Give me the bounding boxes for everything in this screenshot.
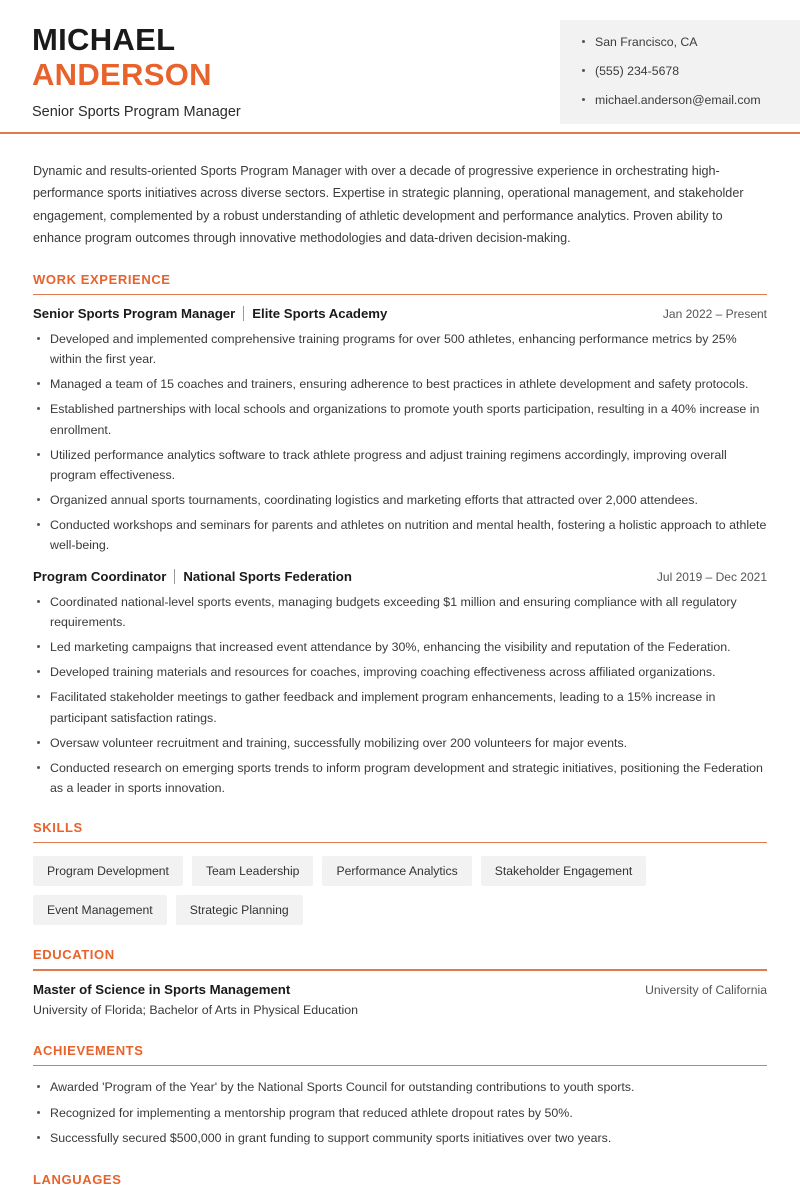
job-header <box>33 569 767 584</box>
job-bullet: Established partnerships with local schools and organizations to promote youth sports participation, resulting in a 40% increase in enrollment. <box>33 399 767 439</box>
contact-list <box>582 34 800 110</box>
pipe-separator-icon <box>174 569 175 584</box>
job-bullet-list <box>33 329 767 555</box>
section-title-skills: SKILLS <box>33 819 83 835</box>
skill-pill: Program Development <box>33 856 183 886</box>
header-divider <box>0 132 800 134</box>
achievement-bullet: Awarded 'Program of the Year' by the National Sports Council for outstanding contributions to youth sports. <box>33 1077 767 1097</box>
first-name: MICHAEL <box>32 22 176 57</box>
section-title-languages: LANGUAGES <box>33 1171 122 1187</box>
skill-pill: Stakeholder Engagement <box>481 856 647 886</box>
job-header <box>33 306 767 321</box>
section-education <box>33 947 767 1017</box>
contact-phone: (555) 234-5678 <box>582 63 800 80</box>
education-secondary: University of Florida; Bachelor of Arts in Physical Education <box>33 1002 359 1017</box>
job-dates: Jan 2022 – Present <box>662 307 767 322</box>
contact-email: michael.anderson@email.com <box>582 92 800 109</box>
job-role: Program Coordinator <box>33 569 167 585</box>
professional-summary: Dynamic and results-oriented Sports Program Manager with over a decade of progressive experience in orchestrating high-performance sports initiatives across diverse sectors. Expertise in strategic planning, operational management, and stakeholder engagement, complemented by a robust understanding of athletic development and performance analytics. Proven ability to enhance program outcomes through innovative methodologies and data-driven decision-making. <box>33 164 744 246</box>
section-work-experience <box>33 272 767 798</box>
job-bullet-list <box>33 592 767 798</box>
job-bullet: Coordinated national-level sports events, managing budgets exceeding $1 million and ensuring compliance with all regulatory requirements. <box>33 592 767 632</box>
resume-header <box>0 0 800 133</box>
identity-block <box>0 0 241 120</box>
skill-pill: Strategic Planning <box>176 895 303 925</box>
job-bullet: Developed training materials and resources for coaches, improving coaching effectiveness across affiliated organizations. <box>33 662 767 682</box>
section-divider <box>33 294 767 296</box>
job-bullet: Conducted research on emerging sports trends to inform program development and strategic initiatives, positioning the Federation as a leader in sports innovation. <box>33 758 767 798</box>
section-divider <box>33 842 767 844</box>
section-title-work-experience: WORK EXPERIENCE <box>33 271 171 287</box>
education-degree: Master of Science in Sports Management <box>33 981 291 997</box>
job-bullet: Managed a team of 15 coaches and trainers, ensuring adherence to best practices in athlete development and safety protocols. <box>33 374 767 394</box>
job-bullet: Facilitated stakeholder meetings to gather feedback and implement program enhancements, leading to a 15% increase in participant satisfaction ratings. <box>33 687 767 727</box>
job-company: Elite Sports Academy <box>252 306 388 322</box>
job-bullet: Utilized performance analytics software to track athlete progress and adjust training regimens accordingly, improving overall program effectiveness. <box>33 445 767 485</box>
section-title-education: EDUCATION <box>33 947 115 963</box>
achievement-list <box>33 1077 767 1147</box>
job-role: Senior Sports Program Manager <box>33 306 236 322</box>
achievement-bullet: Recognized for implementing a mentorship program that reduced athlete dropout rates by 50%. <box>33 1103 767 1123</box>
contact-box <box>560 20 800 124</box>
headline-job-title: Senior Sports Program Manager <box>32 104 241 121</box>
contact-location: San Francisco, CA <box>582 34 800 51</box>
education-entry-header <box>33 982 767 997</box>
section-divider <box>33 969 767 971</box>
job-bullet: Organized annual sports tournaments, coordinating logistics and marketing efforts that attracted over 2,000 attendees. <box>33 490 767 510</box>
last-name: ANDERSON <box>32 57 212 93</box>
skill-pill: Performance Analytics <box>322 856 471 886</box>
job-entry <box>33 306 767 555</box>
job-bullet: Developed and implemented comprehensive training programs for over 500 athletes, enhancing performance metrics by 25% within the first year. <box>33 329 767 369</box>
job-company: National Sports Federation <box>183 569 352 585</box>
job-bullet: Oversaw volunteer recruitment and training, successfully mobilizing over 200 volunteers for major events. <box>33 733 767 753</box>
section-languages <box>33 1172 767 1187</box>
skill-pill: Team Leadership <box>192 856 314 886</box>
skills-list <box>33 856 767 925</box>
pipe-separator-icon <box>243 306 244 321</box>
section-divider <box>33 1065 767 1067</box>
resume-body <box>0 133 800 1187</box>
section-skills <box>33 820 767 926</box>
section-achievements <box>33 1043 767 1148</box>
job-dates: Jul 2019 – Dec 2021 <box>656 570 767 585</box>
job-bullet: Conducted workshops and seminars for parents and athletes on nutrition and mental health, fostering a holistic approach to athlete well-being. <box>33 515 767 555</box>
job-bullet: Led marketing campaigns that increased event attendance by 30%, enhancing the visibility and reputation of the Federation. <box>33 637 767 657</box>
job-role-company <box>33 569 352 584</box>
section-title-achievements: ACHIEVEMENTS <box>33 1042 144 1058</box>
job-role-company <box>33 306 387 321</box>
education-school: University of California <box>645 982 767 997</box>
achievement-bullet: Successfully secured $500,000 in grant funding to support community sports initiatives over two years. <box>33 1128 767 1148</box>
skill-pill: Event Management <box>33 895 167 925</box>
job-entry <box>33 569 767 798</box>
